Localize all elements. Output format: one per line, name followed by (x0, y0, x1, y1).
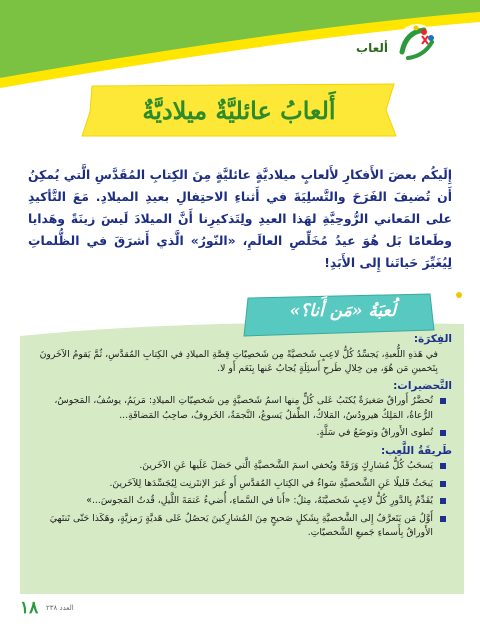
page-title: أَلعابُ عائليَّةٌ ميلاديَّةٌ (142, 95, 336, 125)
method-item-text: أَوَّلُ مَن يَتَعرَّفُ إِلى الشَّخصيَّةِ بِشَكلٍ صَحيحٍ مِنَ المُشارِكينَ يَحصُلُ عَلى هَديَّةٍ رَمزيَّةٍ، وهَكَذا حَتّى تَنتَهيَ الأَوراقُ بِأَسماءِ جَميعِ الشَّخصيّاتِ. (49, 512, 433, 538)
list-item (28, 426, 446, 441)
page-number: ١٨ (20, 598, 39, 618)
bullet-square-icon (440, 498, 446, 504)
list-item (28, 494, 446, 509)
list-item (28, 394, 446, 423)
list-item (28, 512, 446, 541)
bullet-square-icon (440, 516, 446, 522)
game-panel (28, 330, 452, 544)
method-item-text: يَبحَثُ قَليلًا عَنِ الشَّخصيَّةِ سَواءٌ في الكِتابِ المُقدَّسِ أَو عَبرَ الإنتَرنِت لِيُجَسِّدَها لِلآخَرينَ. (109, 477, 433, 489)
idea-text: في هَذهِ اللُّعبةِ، يَجسِّدُ كُلُّ لاعِبٍ شَخصيَّةً مِن شَخصِيّاتِ قِصَّةِ الميلادِ في الكِتابِ المُقدَّسِ، ثُمَّ يَقومُ الآخَرونَ بِتَخمينِ مَن هُوَ، مِن خِلالِ طَرحِ أَسئِلَةٍ يُجابُ عَنها بِنَعَم أَو لا. (39, 348, 438, 374)
prep-item-text: تُحضَّرُ أَوراقٌ صَغيرَةٌ يُكتَبُ عَلى كُلٍّ مِنها اسمُ شَخصيَّةٍ مِن شَخصِيّاتِ الميلادِ: مَريَمُ، يوسُفُ، المَجوسُ، الرُّعاةُ، المَلِكُ هيرودُسُ، المَلاكُ، الطِّفلُ يَسوعُ، النَّجمَةُ، الخَروفُ، صاحِبُ المَضافَةِ... (54, 395, 433, 421)
bullet-square-icon (440, 463, 446, 469)
idea-heading: الفِكرَة: (413, 333, 452, 345)
issue-label: العدد ٢٣٨ (46, 604, 74, 612)
bullet-square-icon (440, 398, 446, 404)
intro-paragraph: إِلَيكُم بعضَ الأَفكارِ لأَلعابٍ ميلاديَّةٍ عائليَّةٍ مِنَ الكِتابِ المُقَدَّسِ الَّتي يُمكِنُ أَن تُضيفَ الفَرَحَ والتَّسلِيَةَ في أَثناءِ الاحتِفالِ بعيدِ الميلادِ. مَعَ التَّأكيدِ على المَعاني الرُّوحِيَّةِ لهَذا العيدِ ولِتَذكيرِنا أَنَّ الميلادَ لَيسَ زينَةً وهَدايا وطَعامًا بَل هُوَ عيدُ مُخَلِّصِ العالَمِ، «النّورُ» الَّذي أَشرَقَ في الظُّلماتِ لِيُغَيِّرَ حَياتَنا إِلى الأَبَدِ! (28, 167, 452, 270)
section-label: ألعاب (356, 41, 388, 55)
method-item-text: يَسحَبُ كُلُّ مُشارِكٍ وَرَقَةً ويُخفي اسمَ الشَّخصيَّةِ الَّتي حَصَلَ عَلَيها عَنِ الآخَرينَ. (139, 460, 433, 471)
method-item-text: يُقَدِّمُ بِالدَّورِ كُلُّ لاعِبٍ شَخصيَّتَهُ، مِثلُ: «أَنا في السَّماءِ، أُضيءُ عَتمَةَ اللَّيلِ، قُدتُ المَجوسَ...» (86, 495, 433, 506)
method-heading: طَريقَةُ اللَّعِب: (380, 444, 452, 457)
game-title: لُعبَةُ «مَن أَنا؟» (289, 301, 396, 321)
list-item (28, 477, 446, 492)
prep-heading: التَّحضيرات: (393, 379, 452, 392)
bullet-square-icon (440, 481, 446, 487)
bullet-square-icon (440, 430, 446, 436)
title-banner (78, 82, 400, 138)
prep-item-text: تُطوى الأَوراقُ وتوضَعُ في سَلَّةٍ. (316, 427, 433, 438)
page-footer (20, 598, 140, 618)
decorative-dot (456, 292, 462, 298)
magazine-logo (394, 22, 440, 66)
list-item (28, 459, 446, 474)
